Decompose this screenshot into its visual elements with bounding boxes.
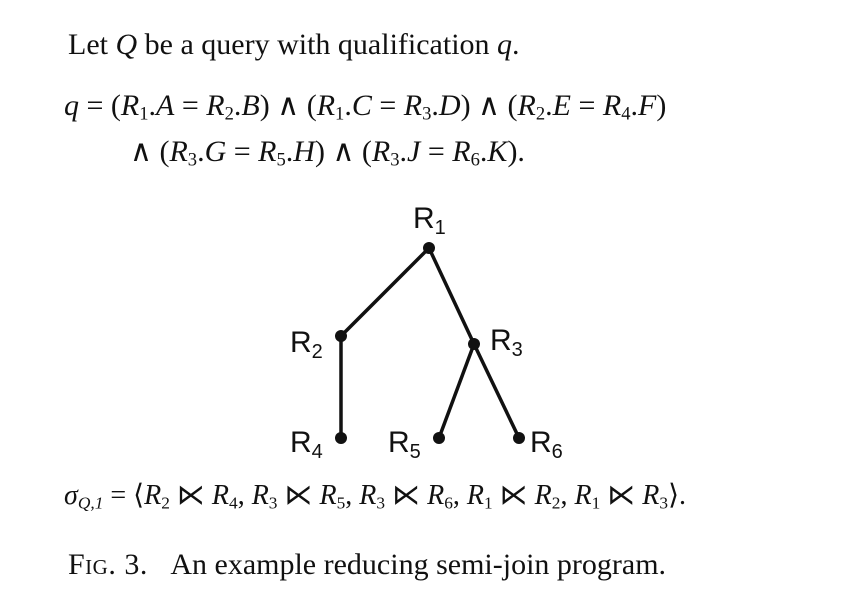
conjunct-2-right-relation: R [403, 89, 423, 122]
edge-r1-r2 [341, 248, 429, 336]
tree-labels [290, 202, 563, 463]
conjunct-4-left-attribute: G [204, 135, 227, 168]
conjunct-4-right-attribute: H [293, 135, 315, 168]
semijoin-operator-5: ⋉ [607, 480, 636, 511]
query-variable: Q [115, 28, 138, 61]
semijoin-program: $\sigma_{Q,1}$ = $⟨R_2$ ⋉ $R_4$, $R_3$ ⋉ $R_5$, $R_3$ ⋉ $R_6$, $R_1$ ⋉ $R_2$, $R_1$ ⋉ $R_3⟩$. [64, 480, 686, 513]
step-3-right-index: 6 [444, 493, 453, 513]
step-5-right-index: 3 [659, 493, 669, 513]
conjunct-3-left-index: 2 [535, 103, 546, 125]
conjunct-3-right-attribute: F [638, 89, 657, 122]
conjunct-5-right-index: 6 [470, 149, 480, 171]
step-4-left-index: 1 [483, 493, 493, 513]
node-r4-base: R [290, 426, 312, 459]
qualification-variable: q [497, 28, 513, 61]
semijoin-operator-2: ⋉ [284, 480, 313, 511]
conjunct-4-right-relation: R [258, 135, 277, 168]
conjunct-1-right-attribute: B [241, 89, 260, 122]
conjunct-1-left-attribute: A [156, 89, 175, 122]
node-r5-dot [433, 432, 445, 444]
figure-label: Fig. 3. [68, 548, 148, 581]
figure-caption [68, 548, 666, 582]
program-symbol: σ [64, 480, 78, 511]
node-r6-base: R [530, 426, 552, 459]
node-r6-label [530, 426, 563, 463]
step-2-left-index: 3 [268, 493, 278, 513]
conjunct-4-left-index: 3 [187, 149, 198, 171]
conjunct-3-left-attribute: E [552, 89, 571, 122]
conjunct-1-left-relation: R [120, 89, 140, 122]
node-r1-base: R [413, 202, 435, 235]
conjunct-5-left-attribute: J [407, 135, 421, 168]
conjunct-2-right-attribute: D [438, 89, 461, 122]
node-r5-label [388, 426, 421, 463]
conjunct-3-right-relation: R [602, 89, 622, 122]
conjunct-1-left-index: 1 [139, 103, 149, 125]
conjunct-4-left-relation: R [169, 135, 188, 168]
edge-r3-r5 [439, 344, 474, 438]
conjunct-3-right-index: 4 [621, 103, 631, 125]
intro-prefix: Let [68, 28, 116, 61]
node-r2-sub: 2 [311, 341, 323, 363]
node-r1-label [413, 202, 446, 239]
conjunct-1-right-relation: R [206, 89, 225, 122]
node-r2-base: R [290, 326, 312, 359]
conjunct-2-left-index: 1 [335, 103, 345, 125]
step-1-right-index: 4 [229, 493, 238, 513]
node-r1-sub: 1 [434, 217, 446, 239]
step-4-right-index: 2 [551, 493, 561, 513]
conjunct-2-right-index: 3 [422, 103, 432, 125]
node-r3-dot [468, 338, 480, 350]
intro-suffix: . [512, 28, 520, 61]
node-r3-label [490, 324, 523, 361]
conjunct-5-right-attribute: K [487, 135, 508, 168]
step-5-left-index: 1 [591, 493, 601, 513]
conjunct-2-left-attribute: C [351, 89, 372, 122]
node-r2-dot [335, 330, 347, 342]
node-r3-base: R [490, 324, 512, 357]
node-r4-label [290, 426, 323, 463]
figure-caption-text: An example reducing semi-join program. [170, 548, 667, 581]
conjunct-1-right-index: 2 [224, 103, 234, 125]
node-r3-sub: 3 [511, 339, 523, 361]
node-r4-dot [335, 432, 347, 444]
qualification-lhs: q [64, 89, 79, 122]
conjunct-2-left-relation: R [316, 89, 336, 122]
semijoin-operator-3: ⋉ [392, 480, 421, 511]
program-subscript: Q,1 [77, 493, 104, 513]
semijoin-operator-1: ⋉ [176, 480, 205, 511]
conjunct-5-left-relation: R [371, 135, 391, 168]
node-r2-label [290, 326, 323, 363]
node-r6-dot [513, 432, 525, 444]
step-3-left-index: 3 [376, 493, 386, 513]
node-r5-base: R [388, 426, 410, 459]
node-r5-sub: 5 [409, 441, 421, 463]
intro-middle: be a query with qualification [137, 28, 498, 61]
node-r4-sub: 4 [311, 441, 323, 463]
semijoin-operator-4: ⋉ [499, 480, 528, 511]
qualification-equation-line-2: ∧ $(R_3.G = R_5.H)$ ∧ $(R_3.J = R_6.K)$. [130, 135, 525, 171]
conjunct-5-left-index: 3 [390, 149, 400, 171]
node-r6-sub: 6 [551, 441, 563, 463]
conjunct-3-left-relation: R [517, 89, 536, 122]
step-1-left-index: 2 [161, 493, 170, 513]
conjunct-5-right-relation: R [452, 135, 471, 168]
step-2-right-index: 5 [336, 493, 346, 513]
node-r1-dot [423, 242, 435, 254]
conjunct-4-right-index: 5 [276, 149, 286, 171]
qualification-equation-line-1: $q = (R_1.A = R_2.B)$ ∧ $(R_1.C = R_3.D)$ ∧ $(R_2.E = R_4.F)$ [64, 89, 667, 125]
edge-r1-r3 [429, 248, 474, 344]
